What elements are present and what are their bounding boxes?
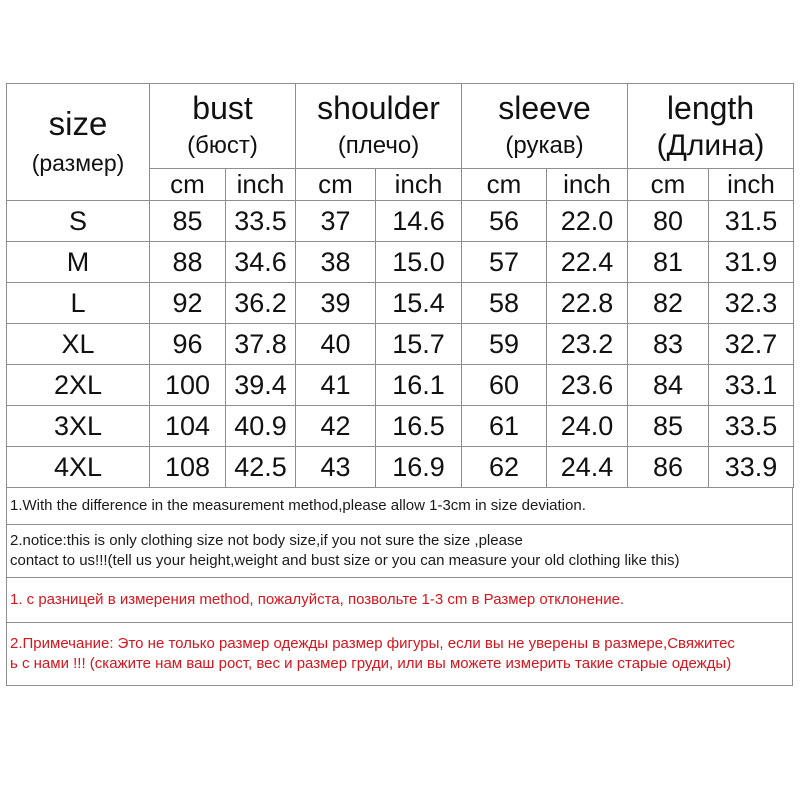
measurement-cell: 58 xyxy=(462,283,547,324)
note-text: 2.notice:this is only clothing size not body size,if you not sure the size ,please xyxy=(10,532,523,549)
measurement-cell: 82 xyxy=(628,283,709,324)
measurement-cell: 31.9 xyxy=(709,242,794,283)
measurement-cell: 80 xyxy=(628,201,709,242)
shoulder-header-cell xyxy=(296,84,462,169)
size-label-cell: XL xyxy=(7,324,150,365)
measurement-cell: 92 xyxy=(150,283,226,324)
unit-cell: inch xyxy=(547,169,628,201)
measurement-cell: 23.2 xyxy=(547,324,628,365)
length-header-cell xyxy=(628,84,794,169)
size-label-cell: 2XL xyxy=(7,365,150,406)
measurement-cell: 22.4 xyxy=(547,242,628,283)
sleeve-header-cell xyxy=(462,84,628,169)
measurement-cell: 60 xyxy=(462,365,547,406)
measurement-cell: 16.9 xyxy=(376,447,462,488)
note-text: 2.Примечание: Это не только размер одежды размер фигуры, если вы не уверены в размере,Свяжитес xyxy=(10,635,735,652)
table-row xyxy=(7,242,794,283)
size-header-title: size xyxy=(48,105,108,142)
measurement-cell: 39.4 xyxy=(226,365,296,406)
size-label-cell: M xyxy=(7,242,150,283)
measurement-cell: 22.0 xyxy=(547,201,628,242)
measurement-cell: 39 xyxy=(296,283,376,324)
size-label-cell: 3XL xyxy=(7,406,150,447)
table-row xyxy=(7,406,794,447)
measurement-cell: 42.5 xyxy=(226,447,296,488)
measurement-cell: 100 xyxy=(150,365,226,406)
measurement-cell: 43 xyxy=(296,447,376,488)
measurement-cell: 37 xyxy=(296,201,376,242)
measurement-cell: 61 xyxy=(462,406,547,447)
measurement-cell: 59 xyxy=(462,324,547,365)
measurement-cell: 36.2 xyxy=(226,283,296,324)
bust-header-title: bust xyxy=(192,90,253,126)
measurement-cell: 62 xyxy=(462,447,547,488)
measurement-cell: 42 xyxy=(296,406,376,447)
note-measurement-deviation xyxy=(7,488,792,525)
note-clothing-size-ru xyxy=(7,623,792,686)
measurement-cell: 24.0 xyxy=(547,406,628,447)
measurement-cell: 56 xyxy=(462,201,547,242)
shoulder-header-title: shoulder xyxy=(317,90,440,126)
bust-header-subtitle: (бюст) xyxy=(187,132,258,159)
measurement-cell: 96 xyxy=(150,324,226,365)
measurement-cell: 24.4 xyxy=(547,447,628,488)
measurement-cell: 37.8 xyxy=(226,324,296,365)
length-header-title: length xyxy=(666,90,755,126)
table-row xyxy=(7,201,794,242)
measurement-cell: 40 xyxy=(296,324,376,365)
measurement-cell: 40.9 xyxy=(226,406,296,447)
measurement-cell: 38 xyxy=(296,242,376,283)
notes-section xyxy=(6,488,793,686)
note-clothing-size xyxy=(7,525,792,578)
header-row xyxy=(7,84,794,169)
note-text: contact to us!!!(tell us your height,weight and bust size or you can measure your old clothing like this) xyxy=(10,552,680,569)
size-header-cell xyxy=(7,84,150,201)
note-text: ь с нами !!! (скажите нам ваш рост, вес и размер груди, или вы можете измерить такие старые одежды) xyxy=(10,655,732,672)
unit-cell: inch xyxy=(226,169,296,201)
sleeve-header-subtitle: (рукав) xyxy=(505,132,584,159)
measurement-cell: 108 xyxy=(150,447,226,488)
measurement-cell: 14.6 xyxy=(376,201,462,242)
size-label-cell: S xyxy=(7,201,150,242)
measurement-cell: 31.5 xyxy=(709,201,794,242)
unit-cell: cm xyxy=(462,169,547,201)
size-header-subtitle: (размер) xyxy=(31,150,125,176)
size-rows xyxy=(7,201,794,488)
measurement-cell: 32.7 xyxy=(709,324,794,365)
unit-cell: cm xyxy=(628,169,709,201)
measurement-cell: 33.9 xyxy=(709,447,794,488)
size-label-cell: 4XL xyxy=(7,447,150,488)
size-table xyxy=(6,83,794,488)
size-chart xyxy=(6,83,793,686)
unit-cell: inch xyxy=(376,169,462,201)
measurement-cell: 57 xyxy=(462,242,547,283)
measurement-cell: 33.1 xyxy=(709,365,794,406)
unit-cell: cm xyxy=(296,169,376,201)
measurement-cell: 32.3 xyxy=(709,283,794,324)
measurement-cell: 41 xyxy=(296,365,376,406)
size-label-cell: L xyxy=(7,283,150,324)
measurement-cell: 23.6 xyxy=(547,365,628,406)
measurement-cell: 83 xyxy=(628,324,709,365)
unit-cell: cm xyxy=(150,169,226,201)
note-text: 1. с разницей в измерения method, пожалуйста, позвольте 1-3 cm в Размер отклонение. xyxy=(10,591,625,608)
unit-cell: inch xyxy=(709,169,794,201)
measurement-cell: 85 xyxy=(628,406,709,447)
measurement-cell: 16.1 xyxy=(376,365,462,406)
measurement-cell: 33.5 xyxy=(709,406,794,447)
measurement-cell: 15.4 xyxy=(376,283,462,324)
measurement-cell: 88 xyxy=(150,242,226,283)
length-header-subtitle: (Длина) xyxy=(656,129,765,162)
measurement-cell: 15.0 xyxy=(376,242,462,283)
bust-header-cell xyxy=(150,84,296,169)
measurement-cell: 85 xyxy=(150,201,226,242)
measurement-cell: 16.5 xyxy=(376,406,462,447)
measurement-cell: 86 xyxy=(628,447,709,488)
sleeve-header-title: sleeve xyxy=(498,90,591,126)
table-row xyxy=(7,447,794,488)
measurement-cell: 15.7 xyxy=(376,324,462,365)
shoulder-header-subtitle: (плечо) xyxy=(337,132,420,159)
measurement-cell: 33.5 xyxy=(226,201,296,242)
measurement-cell: 84 xyxy=(628,365,709,406)
note-measurement-deviation-ru xyxy=(7,578,792,623)
table-row xyxy=(7,283,794,324)
measurement-cell: 104 xyxy=(150,406,226,447)
note-text: 1.With the difference in the measurement method,please allow 1-3cm in size deviation. xyxy=(10,497,586,514)
table-row xyxy=(7,365,794,406)
table-row xyxy=(7,324,794,365)
measurement-cell: 22.8 xyxy=(547,283,628,324)
measurement-cell: 81 xyxy=(628,242,709,283)
measurement-cell: 34.6 xyxy=(226,242,296,283)
